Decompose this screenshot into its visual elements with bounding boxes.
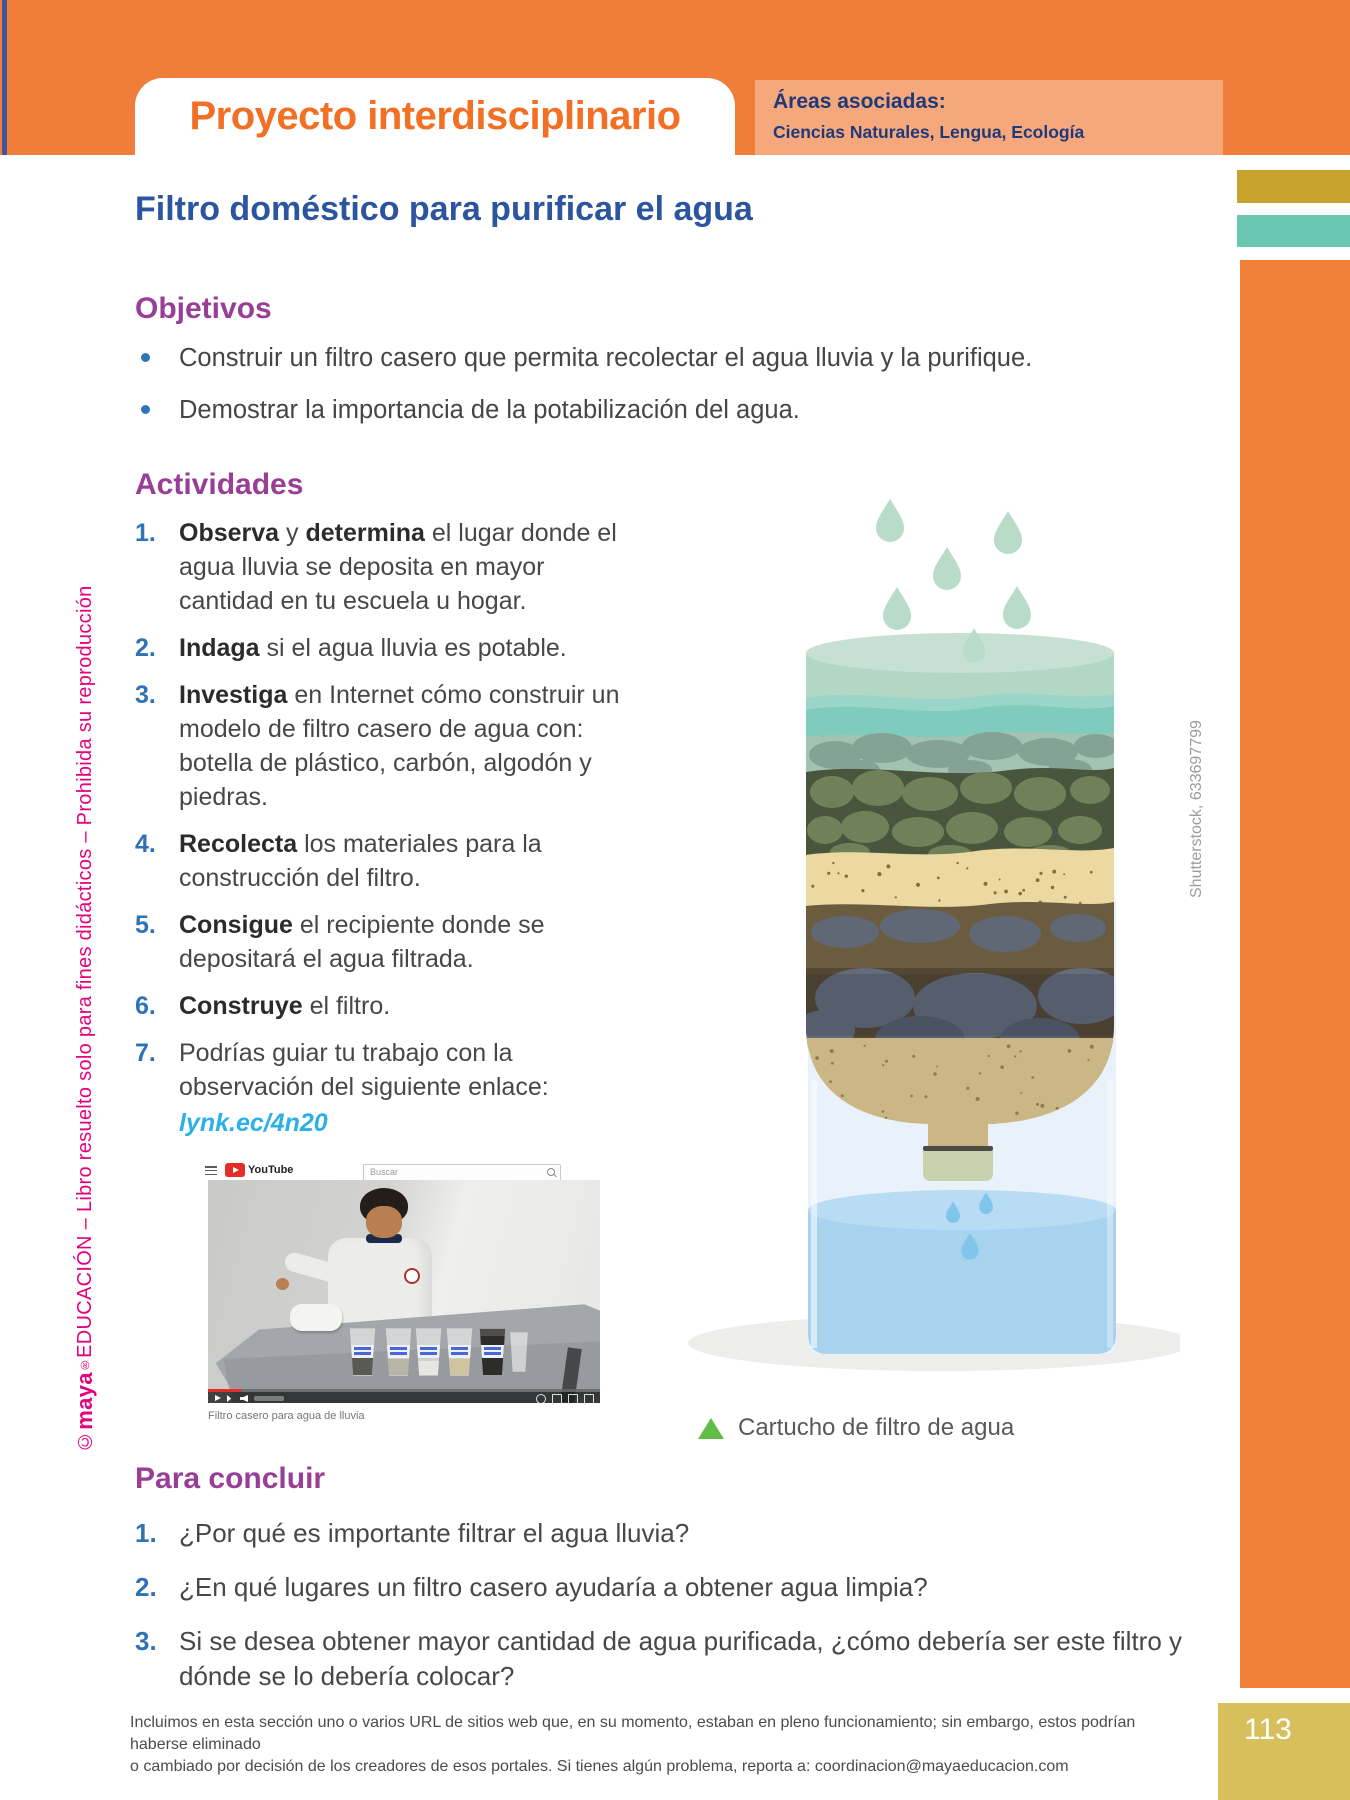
banner-title: Proyecto interdisciplinario (189, 94, 681, 138)
list-item: 5. Consigue el recipiente donde se depositará el agua filtrada. (135, 908, 635, 976)
menu-icon (205, 1166, 217, 1175)
page-title: Filtro doméstico para purificar el agua (135, 190, 753, 228)
left-edge-rule (2, 0, 7, 155)
item-number: 2. (135, 634, 156, 662)
item-number: 7. (135, 1039, 156, 1067)
search-input (363, 1164, 561, 1181)
miniplayer-icon (552, 1394, 562, 1403)
objetivos-heading: Objetivos (135, 292, 272, 325)
list-item: 2. Indaga si el agua lluvia es potable. (135, 631, 635, 665)
list-item: 3. Si se desea obtener mayor cantidad de agua purificada, ¿cómo debería ser este filtro y dónde se lo debería colocar? (135, 1626, 1183, 1691)
orange-side-bar (1240, 260, 1350, 1688)
youtube-screenshot (195, 1160, 615, 1435)
youtube-logo-text: YouTube (248, 1164, 294, 1176)
objetivo-item: Demostrar la importancia de la potabilización del agua. (135, 394, 1135, 426)
spout-cap (923, 1151, 993, 1181)
search-placeholder: Buscar (370, 1167, 399, 1177)
item-number: 4. (135, 830, 156, 858)
search-icon (547, 1168, 555, 1176)
objetivos-list (135, 342, 1135, 446)
caption-text: Cartucho de filtro de agua (738, 1414, 1015, 1441)
list-item: 4. Recolecta los materiales para la construcción del filtro. (135, 827, 635, 895)
top-banner (0, 0, 1350, 155)
fullscreen-icon (584, 1394, 594, 1403)
areas-box (755, 80, 1223, 155)
youtube-play-icon (225, 1163, 245, 1177)
page-number: 113 (1244, 1713, 1292, 1746)
youtube-logo (225, 1163, 293, 1177)
volume-icon (240, 1395, 248, 1402)
item-number: 1. (135, 519, 156, 547)
time-display (254, 1396, 284, 1401)
item-number: 3. (135, 681, 156, 709)
next-icon (227, 1395, 233, 1402)
video-title: Filtro casero para agua de lluvia (208, 1410, 365, 1422)
list-item: 3. Investiga en Internet cómo construir un modelo de filtro casero de agua con: botella de plástico, carbón, algodón y piedras. (135, 678, 635, 814)
footer-note: Incluimos en esta sección uno o varios URL de sitios web que, en su momento, estaban en pleno funcionamiento; sin embargo, estos podrían haberse eliminado o cambiado por decisión de los creadores de esos portales. Si tienes algún problema, reporta a: coordinacion@mayaeducacion.com (130, 1714, 1136, 1775)
cap-ring (923, 1146, 993, 1151)
illustration-caption (698, 1414, 1014, 1442)
glass-water-surface (808, 1190, 1116, 1230)
player-right-icons (536, 1394, 594, 1403)
list-item: 6. Construye el filtro. (135, 989, 635, 1023)
item-number: 5. (135, 911, 156, 939)
item-number: 1. (135, 1518, 157, 1548)
boy-hand (276, 1278, 289, 1290)
copyright-strip: ©maya®EDUCACIÓN – Libro resuelto solo para fines didácticos – Prohibida su reproducción (72, 585, 97, 1452)
list-item: 2. ¿En qué lugares un filtro casero ayudaría a obtener agua limpia? (135, 1570, 1245, 1605)
list-item: 7. Podrías guiar tu trabajo con la observación del siguiente enlace: lynk.ec/4n20 (135, 1036, 635, 1140)
water-filter-illustration (620, 440, 1180, 1390)
filter-layers (795, 653, 1126, 1150)
photo-credit: Shutterstock, 633697799 (1188, 720, 1205, 898)
progress-bar (208, 1389, 600, 1392)
areas-label: Áreas asociadas: (773, 90, 946, 113)
list-item: 1. ¿Por qué es importante filtrar el agua lluvia? (135, 1516, 1245, 1551)
bottle-rim (806, 633, 1114, 673)
list-item: 1. Observa y determina el lugar donde el agua lluvia se deposita en mayor cantidad en tu escuela u hogar. (135, 516, 635, 618)
video-controls (208, 1389, 600, 1403)
video-frame (208, 1180, 600, 1403)
teal-accent-bar (1237, 215, 1350, 247)
objetivo-item: Construir un filtro casero que permita recolectar el agua lluvia y la purifique. (135, 342, 1135, 374)
actividades-list (135, 516, 635, 1153)
page-number-box (1218, 1703, 1350, 1800)
white-cloth (290, 1304, 342, 1331)
gold-accent-bar (1237, 170, 1350, 203)
glass-water (808, 1210, 1116, 1354)
areas-value: Ciencias Naturales, Lengua, Ecología (773, 122, 1085, 142)
triangle-marker-icon (698, 1418, 724, 1439)
item-number: 3. (135, 1626, 157, 1656)
boy-face (366, 1206, 402, 1238)
item-number: 6. (135, 992, 156, 1020)
settings-icon (536, 1394, 546, 1403)
actividades-heading: Actividades (135, 468, 304, 501)
boy-shirt-badge (404, 1268, 420, 1284)
progress-played (208, 1389, 241, 1392)
bullet-icon (141, 405, 150, 414)
para-concluir-list (135, 1516, 1245, 1713)
bullet-icon (141, 353, 150, 362)
para-concluir-heading: Para concluir (135, 1462, 326, 1495)
item-number: 2. (135, 1572, 157, 1602)
banner-title-box (135, 78, 735, 155)
theater-icon (568, 1394, 578, 1403)
play-icon (215, 1395, 221, 1401)
external-link[interactable]: lynk.ec/4n20 (179, 1109, 328, 1137)
